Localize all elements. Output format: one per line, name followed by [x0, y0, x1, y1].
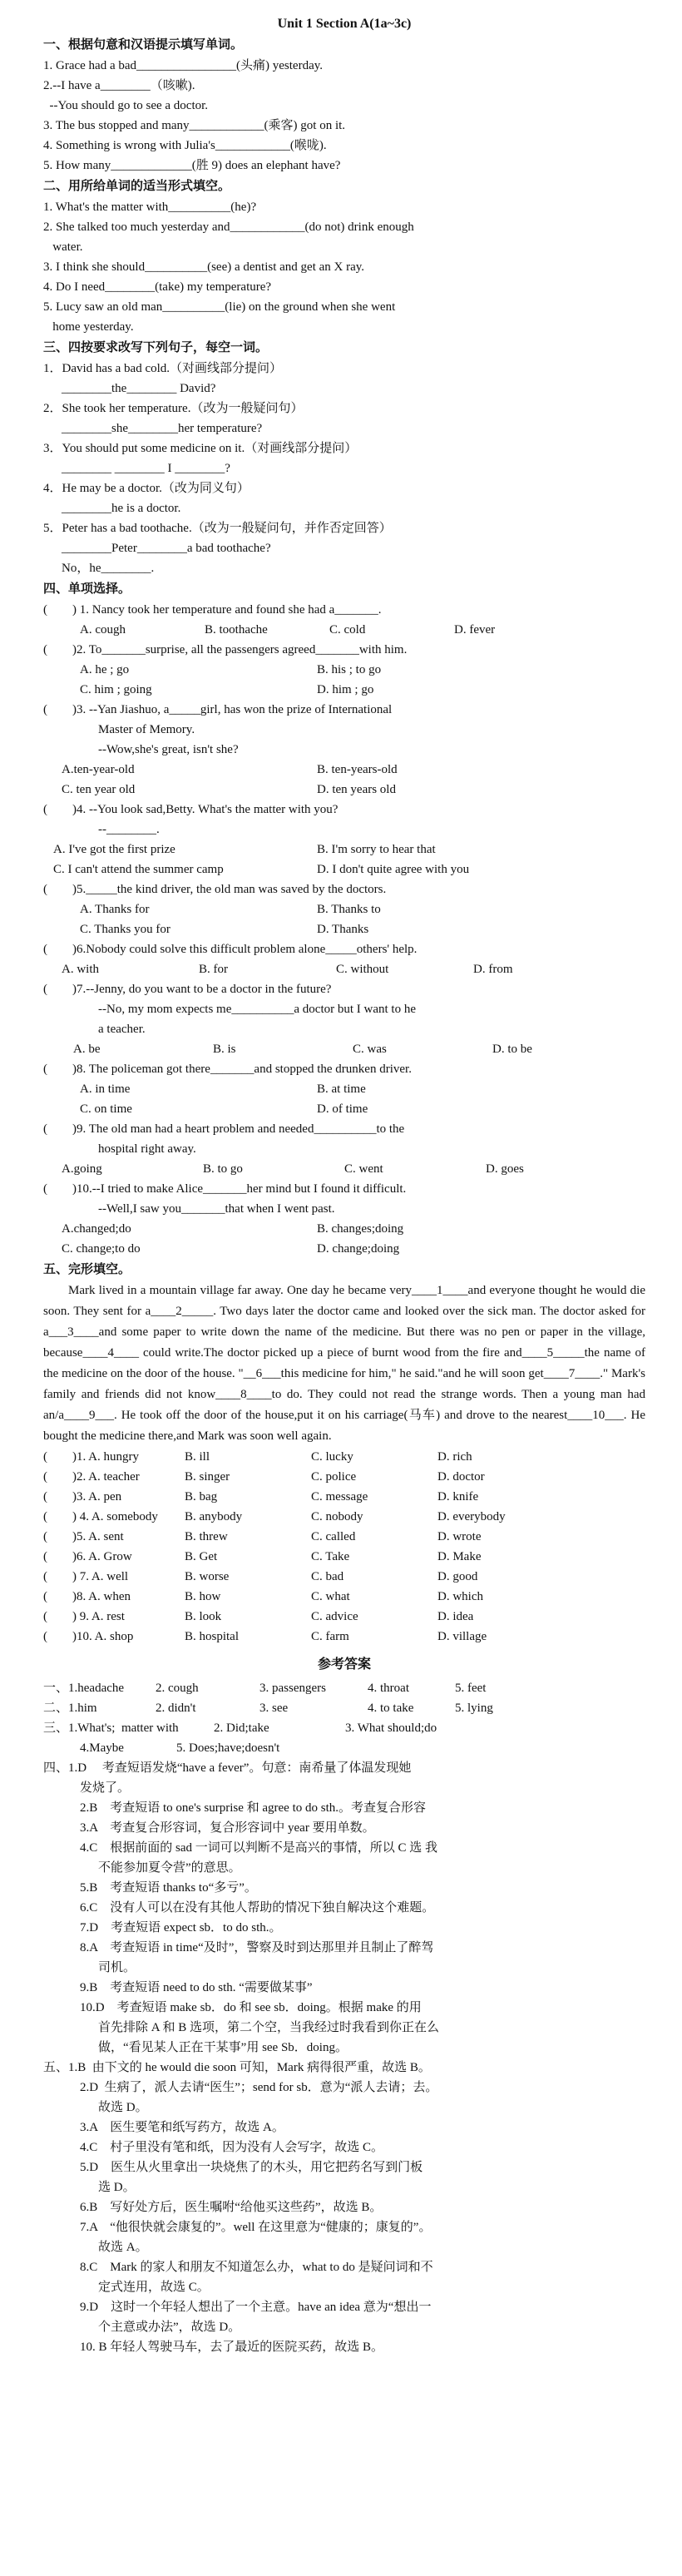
- option: D. doctor: [437, 1470, 485, 1484]
- option: A. he ; go: [80, 663, 130, 676]
- cloze-passage: Mark lived in a mountain village far away. One day he became very____1____and everyone thought he would die soon. They sent for a____2_____. Two days later the doctor came and looked over the sick man. The doctor asked for a___3____and some paper to write down the name of the medicine. But there was no pen or paper in the village, because____4____ could write.The doctor picked up a piece of burnt wood from the fire and____5_____the name of the medicine on the door of the house. "__6___this medicine for him," he said."and he will soon get____7____." Mark's family and friends did not know____8____to do. They could not read the strange words. Then a young man had an/a____9___. He took off the door of the house,put it on his carriage(马车) and drove to the nearest____10___. He bought the medicine there,and Mark was soon well again.: [43, 1284, 645, 1443]
- cloze-item: ( ) 9. A. rest: [43, 1610, 125, 1623]
- option: D. which: [437, 1590, 483, 1603]
- answer-row: [43, 1698, 645, 1718]
- answer-line: ________she________her temperature?: [62, 422, 263, 435]
- option: C. farm: [311, 1630, 349, 1643]
- option: B. I'm sorry to hear that: [317, 843, 436, 856]
- mc-options: [43, 1039, 645, 1059]
- option: B. hospital: [185, 1630, 240, 1643]
- option: A. be: [73, 1043, 101, 1056]
- option: A. cough: [80, 623, 126, 637]
- section-heading: 三、四按要求改写下列句子，每空一词。: [43, 341, 269, 354]
- explanation-line: 10.D 考查短语 make sb．do 和 see sb．doing。根据 make 的用: [80, 2001, 422, 2014]
- mc-options: [43, 959, 645, 979]
- option: D. of time: [317, 1102, 368, 1116]
- cloze-row: [43, 1607, 645, 1627]
- option: D. village: [437, 1630, 487, 1643]
- answer: 三、1.What's; matter with: [43, 1721, 179, 1735]
- option: B. at time: [317, 1082, 366, 1096]
- cloze-item: ( )3. A. pen: [43, 1490, 122, 1503]
- option: C. police: [311, 1470, 357, 1484]
- mc-question: ( )2. To_______surprise, all the passengers agreed_______with him.: [43, 643, 408, 656]
- mc-question-cont: hospital right away.: [98, 1142, 196, 1156]
- answer-row: [43, 1718, 645, 1738]
- option: A.changed;do: [62, 1222, 131, 1236]
- cloze-options: [43, 1447, 645, 1647]
- option: D. change;doing: [317, 1242, 400, 1256]
- question-line: 5. How many_____________(胜 9) does an elephant have?: [43, 159, 341, 172]
- mc-question: ( )9. The old man had a heart problem and needed__________to the: [43, 1122, 405, 1136]
- explanation-line: 6.B 写好处方后，医生嘱咐“给他买这些药”，故选 B。: [80, 2201, 383, 2214]
- cloze-row: [43, 1547, 645, 1567]
- question-line: 5. Lucy saw an old man__________(lie) on the ground when she went: [43, 300, 396, 314]
- answer-key-title: 参考答案: [317, 1657, 371, 1672]
- option: A. in time: [80, 1082, 131, 1096]
- option: D. wrote: [437, 1530, 482, 1543]
- mc-options: [43, 1159, 645, 1179]
- mc-options: [43, 620, 645, 640]
- question-line: 2．She took her temperature.（改为一般疑问句）: [43, 402, 304, 415]
- question-line: 1. What's the matter with__________(he)?: [43, 201, 257, 214]
- mc-question-cont: a teacher.: [98, 1023, 146, 1036]
- explanation-line: 故选 D。: [98, 2101, 148, 2114]
- answer: 5. lying: [455, 1702, 493, 1715]
- explanation-line: 首先排除 A 和 B 选项，第二个空，当我经过时我看到你正在么: [98, 2021, 440, 2034]
- explanation-line: 五、1.B 由下文的 he would die soon 可知，Mark 病得很严重，故选 B。: [43, 2061, 431, 2074]
- explanation-line: 故选 A。: [98, 2241, 148, 2254]
- cloze-item: ( ) 7. A. well: [43, 1570, 129, 1583]
- section-heading: 一、根据句意和汉语提示填写单词。: [43, 38, 244, 52]
- explanation-line: 选 D。: [98, 2181, 136, 2194]
- option: D. I don't quite agree with you: [317, 863, 470, 876]
- option: C. nobody: [311, 1510, 363, 1523]
- explanation-line: 8.A 考查短语 in time“及时”，警察及时到达那里并且制止了醉驾: [80, 1941, 434, 1954]
- explanation-line: 4.C 根据前面的 sad 一词可以判断不是高兴的事情，所以 C 选 我: [80, 1841, 438, 1855]
- answer: 2. Did;take: [214, 1721, 269, 1735]
- option: C. was: [353, 1043, 387, 1056]
- option: B. his ; to go: [317, 663, 382, 676]
- answer: 2. didn't: [156, 1702, 196, 1715]
- question-line: 1．David has a bad cold.（对画线部分提问）: [43, 362, 283, 375]
- option: B. look: [185, 1610, 222, 1623]
- option: C. cold: [329, 623, 366, 637]
- mc-question-cont: --No, my mom expects me__________a doctor but I want to he: [98, 1003, 417, 1016]
- option: B. Thanks to: [317, 903, 381, 916]
- explanation-line: 司机。: [98, 1961, 136, 1974]
- option: D. good: [437, 1570, 478, 1583]
- mc-options: [43, 859, 645, 879]
- explanation-line: 3.A 考查复合形容词，复合形容词中 year 要用单数。: [80, 1821, 375, 1835]
- mc-options: [43, 780, 645, 800]
- explanation-line: 6.C 没有人可以在没有其他人帮助的情况下独自解决这个难题。: [80, 1901, 435, 1915]
- section-heading: 五、完形填空。: [43, 1263, 131, 1276]
- option: D. Make: [437, 1550, 482, 1563]
- answer-line: No，he________.: [62, 562, 155, 575]
- answer-line: ________he is a doctor.: [62, 502, 181, 515]
- explanation-line: 定式连用，故选 C。: [98, 2281, 210, 2294]
- answer: 5. Does;have;doesn't: [176, 1741, 280, 1755]
- option: B. for: [199, 963, 228, 976]
- answer: 一、1.headache: [43, 1682, 125, 1695]
- option: C. what: [311, 1590, 350, 1603]
- mc-options: [43, 1099, 645, 1119]
- answer-key: [43, 1655, 645, 2357]
- option: C. Take: [311, 1550, 350, 1563]
- explanation-line: 发烧了。: [80, 1781, 131, 1795]
- option: C. on time: [80, 1102, 132, 1116]
- explanation-line: 7.D 考查短语 expect sb．to do sth.。: [80, 1921, 282, 1934]
- mc-options: [43, 1079, 645, 1099]
- mc-question: ( )10.--I tried to make Alice_______her mind but I found it difficult.: [43, 1182, 407, 1196]
- mc-options: [43, 680, 645, 700]
- explanation-line: 2.B 考查短语 to one's surprise 和 agree to do sth.。考查复合形容: [80, 1801, 427, 1815]
- explanation-line: 5.B 考查短语 thanks to“多亏”。: [80, 1881, 257, 1895]
- option: D. everybody: [437, 1510, 506, 1523]
- option: D. from: [473, 963, 513, 976]
- answer: 4. throat: [368, 1682, 409, 1695]
- explanation-line: 2.D 生病了，派人去请“医生”；send for sb．意为“派人去请；去。: [80, 2081, 438, 2094]
- answer: 3. passengers: [259, 1682, 326, 1695]
- section-5: [43, 1260, 645, 1647]
- option: B. how: [185, 1590, 221, 1603]
- option: A. I've got the first prize: [53, 843, 175, 856]
- question-line: 3．You should put some medicine on it.（对画线部分提问）: [43, 442, 358, 455]
- mc-question: ( ) 1. Nancy took her temperature and found she had a_______.: [43, 603, 382, 617]
- section-1: [43, 35, 645, 176]
- option: D. rich: [437, 1450, 472, 1464]
- option: D. goes: [486, 1162, 524, 1176]
- question-line: 4. Do I need________(take) my temperature?: [43, 280, 272, 294]
- option: B. threw: [185, 1530, 228, 1543]
- option: D. him ; go: [317, 683, 374, 696]
- cloze-item: ( )10. A. shop: [43, 1630, 134, 1643]
- option: C. I can't attend the summer camp: [53, 863, 224, 876]
- cloze-row: [43, 1467, 645, 1487]
- option: B. bag: [185, 1490, 218, 1503]
- option: B. toothache: [205, 623, 268, 637]
- mc-question-cont: --Wow,she's great, isn't she?: [98, 743, 239, 756]
- explanation-line: 四、1.D 考查短语发烧“have a fever”。句意：南希量了体温发现她: [43, 1761, 412, 1775]
- mc-options: [43, 760, 645, 780]
- mc-options: [43, 1239, 645, 1259]
- cloze-row: [43, 1587, 645, 1607]
- question-line: water.: [43, 240, 83, 254]
- option: B. singer: [185, 1470, 230, 1484]
- answer-line: ________Peter________a bad toothache?: [62, 542, 271, 555]
- answer-line: ________the________ David?: [62, 382, 216, 395]
- cloze-row: [43, 1487, 645, 1507]
- option: D. ten years old: [317, 783, 396, 796]
- mc-options: [43, 1219, 645, 1239]
- section-2: [43, 176, 645, 337]
- option: A.ten-year-old: [62, 763, 135, 776]
- cloze-row: [43, 1627, 645, 1647]
- question-line: --You should go to see a doctor.: [43, 99, 209, 112]
- option: A. with: [62, 963, 99, 976]
- mc-question-cont: Master of Memory.: [98, 723, 195, 736]
- option: C. him ; going: [80, 683, 152, 696]
- explanation-line: 8.C Mark 的家人和朋友不知道怎么办，what to do 是疑问词和不: [80, 2261, 433, 2274]
- answer: 2. cough: [156, 1682, 199, 1695]
- explanation-line: 5.D 医生从火里拿出一块烧焦了的木头，用它把药名写到门板: [80, 2161, 423, 2174]
- question-line: 4．He may be a doctor.（改为同义句）: [43, 482, 250, 495]
- explanation-line: 做，“看见某人正在干某事”用 see Sb．doing。: [98, 2041, 348, 2054]
- answer-line: ________ ________ I ________?: [62, 462, 230, 475]
- section-heading: 二、用所给单词的适当形式填空。: [43, 180, 231, 193]
- option: A.going: [62, 1162, 102, 1176]
- question-line: 1. Grace had a bad________________(头痛) yesterday.: [43, 59, 324, 72]
- option: C. change;to do: [62, 1242, 141, 1256]
- option: B. anybody: [185, 1510, 243, 1523]
- question-line: home yesterday.: [43, 320, 134, 334]
- option: D. idea: [437, 1610, 474, 1623]
- cloze-row: [43, 1507, 645, 1527]
- answer: 4. to take: [368, 1702, 414, 1715]
- option: C. bad: [311, 1570, 344, 1583]
- explanation-line: 4.C 村子里没有笔和纸，因为没有人会写字，故选 C。: [80, 2141, 384, 2154]
- mc-question: ( )5._____the kind driver, the old man was saved by the doctors.: [43, 883, 387, 896]
- answer-row: [43, 1678, 645, 1698]
- question-line: 2. She talked too much yesterday and____________(do not) drink enough: [43, 220, 414, 234]
- question-line: 3. I think she should__________(see) a dentist and get an X ray.: [43, 260, 365, 274]
- option: B. worse: [185, 1570, 230, 1583]
- option: C. ten year old: [62, 783, 136, 796]
- cloze-item: ( )8. A. when: [43, 1590, 131, 1603]
- option: C. without: [336, 963, 389, 976]
- cloze-item: ( )5. A. sent: [43, 1530, 124, 1543]
- mc-options: [43, 840, 645, 859]
- option: B. ten-years-old: [317, 763, 398, 776]
- question-line: 4. Something is wrong with Julia's____________(喉咙).: [43, 139, 327, 152]
- explanation-line: 个主意或办法”，故选 D。: [98, 2321, 241, 2334]
- mc-question: ( )7.--Jenny, do you want to be a doctor in the future?: [43, 983, 332, 996]
- cloze-item: ( )2. A. teacher: [43, 1470, 140, 1484]
- option: C. lucky: [311, 1450, 353, 1464]
- answer: 4.Maybe: [80, 1741, 124, 1755]
- answer: 3. see: [259, 1702, 289, 1715]
- option: D. Thanks: [317, 923, 369, 936]
- option: C. Thanks you for: [80, 923, 170, 936]
- section-4: [43, 579, 645, 1259]
- mc-question: ( )6.Nobody could solve this difficult problem alone_____others' help.: [43, 943, 418, 956]
- mc-question: ( )8. The policeman got there_______and stopped the drunken driver.: [43, 1063, 412, 1076]
- option: B. to go: [203, 1162, 243, 1176]
- mc-question-cont: --Well,I saw you_______that when I went past.: [98, 1202, 335, 1216]
- mc-options: [43, 660, 645, 680]
- option: C. advice: [311, 1610, 358, 1623]
- page-title: Unit 1 Section A(1a~3c): [277, 17, 412, 31]
- option: D. fever: [454, 623, 496, 637]
- option: C. message: [311, 1490, 368, 1503]
- answer-row: [43, 1738, 645, 1758]
- cloze-item: ( ) 4. A. somebody: [43, 1510, 158, 1523]
- explanation-line: 9.B 考查短语 need to do sth. “需要做某事”: [80, 1981, 313, 1994]
- mc-question-cont: --________.: [98, 823, 160, 836]
- cloze-item: ( )1. A. hungry: [43, 1450, 139, 1464]
- option: C. called: [311, 1530, 356, 1543]
- cloze-row: [43, 1527, 645, 1547]
- option: C. went: [344, 1162, 383, 1176]
- mc-options: [43, 899, 645, 919]
- question-line: 2.--I have a________（咳嗽).: [43, 79, 195, 92]
- explanation-line: 10. B 年轻人驾驶马车，去了最近的医院买药，故选 B。: [80, 2341, 384, 2354]
- mc-question: ( )4. --You look sad,Betty. What's the matter with you?: [43, 803, 339, 816]
- explanation-line: 不能参加夏令营”的意思。: [98, 1861, 241, 1875]
- mc-question: ( )3. --Yan Jiashuo, a_____girl, has won the prize of International: [43, 703, 393, 716]
- option: A. Thanks for: [80, 903, 150, 916]
- section-3: [43, 338, 645, 578]
- option: B. Get: [185, 1550, 218, 1563]
- answer: 3. What should;do: [345, 1721, 437, 1735]
- question-line: 3. The bus stopped and many____________(乘客) got on it.: [43, 119, 346, 132]
- option: B. is: [213, 1043, 236, 1056]
- cloze-item: ( )6. A. Grow: [43, 1550, 132, 1563]
- option: D. to be: [492, 1043, 532, 1056]
- option: B. changes;doing: [317, 1222, 404, 1236]
- cloze-row: [43, 1567, 645, 1587]
- explanation-line: 7.A “他很快就会康复的”。well 在这里意为“健康的；康复的”。: [80, 2221, 432, 2234]
- mc-options: [43, 919, 645, 939]
- cloze-row: [43, 1447, 645, 1467]
- option: D. knife: [437, 1490, 479, 1503]
- explanation-line: 9.D 这时一个年轻人想出了一个主意。have an idea 意为“想出一: [80, 2301, 432, 2314]
- explanation-line: 3.A 医生要笔和纸写药方，故选 A。: [80, 2121, 284, 2134]
- answer: 二、1.him: [43, 1702, 97, 1715]
- question-line: 5．Peter has a bad toothache.（改为一般疑问句，并作否定回答）: [43, 522, 392, 535]
- answer: 5. feet: [455, 1682, 487, 1695]
- section-heading: 四、单项选择。: [43, 582, 131, 596]
- option: B. ill: [185, 1450, 210, 1464]
